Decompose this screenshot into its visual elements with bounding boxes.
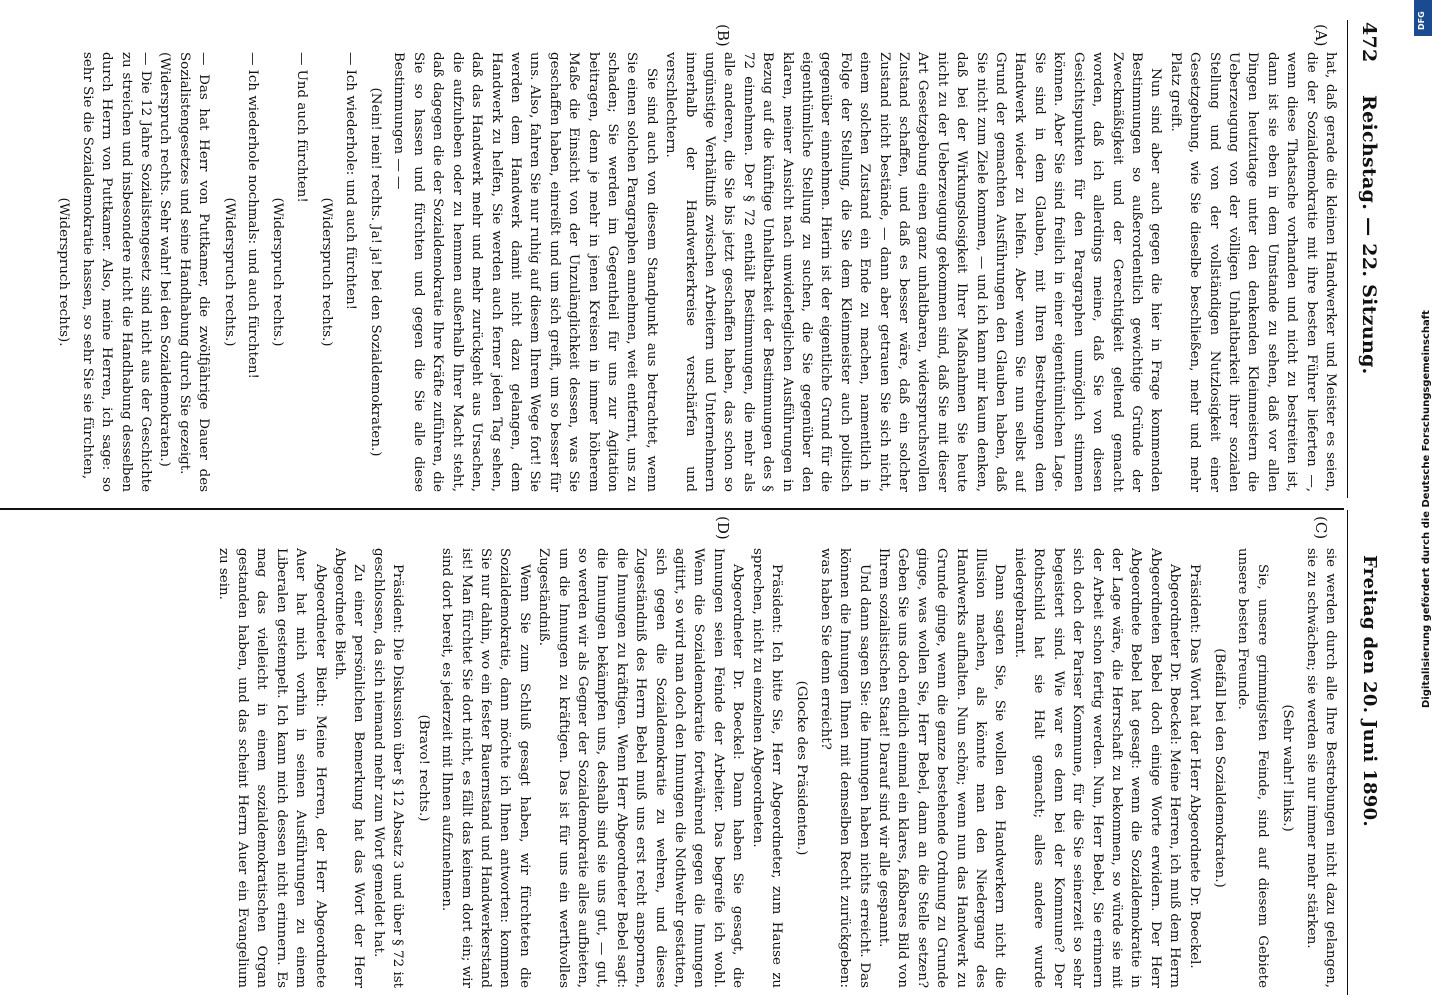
dfg-logo bbox=[1414, 0, 1432, 36]
president-speech: Präsident: Das Wort hat der Herr Abgeordnete Dr. Boeckel. bbox=[1186, 564, 1202, 969]
interjection: (Sehr wahr! links.) bbox=[1280, 704, 1296, 832]
paragraph: Und dann sagen Sie: die Innungen haben nichts erreicht. Das können die Innungen Ihnen mit demselben Recht zurückgeben: was haben Sie denn erreicht? bbox=[817, 548, 872, 988]
speech-line: — Das hat Herr von Puttkamer, die zwölfjährige Dauer des Sozialistengesetzes und seine Handhabung durch Sie gezeigt. bbox=[176, 52, 212, 492]
session-header: Reichstag. — 22. Sitzung. bbox=[1358, 95, 1380, 375]
funding-note: Digitalisierung gefördert durch die Deutsche Forschungsgemeinschaft bbox=[1421, 310, 1432, 708]
margin-letter-a: (A) bbox=[1312, 24, 1330, 47]
paragraph: Dann sagten Sie, Sie wollen den Handwerkern nicht die Illusion machen, als könnte man den Niedergang des Handwerks aufhalten. Nun schön; wenn nun das Handwerk zu Grunde ginge, wenn die ganze bestehende Ordnung zu Grunde ginge, was wollen Sie, Herr Bebel, dann an die Stelle setzen? Geben Sie uns doch endlich einmal ein klares, faßbares Bild von Ihrem sozialistischen Staat! Darauf sind wir alle gespannt. bbox=[876, 548, 1008, 988]
margin-letter-d: (D) bbox=[714, 516, 732, 540]
column-divider bbox=[0, 508, 1344, 510]
paragraph: Zu einer persönlichen Bemerkung hat das Wort der Herr Abgeordnete Bieth. bbox=[332, 548, 367, 988]
interjection: (Widerspruch rechts). bbox=[56, 197, 72, 347]
interjection: (Beifall bei den Sozialdemokraten.) bbox=[1211, 648, 1227, 888]
president-speech: Präsident: Ich bitte Sie, Herr Abgeordneter, zum Hause zu sprechen, nicht zu einzelnen Abgeordneten. bbox=[749, 548, 785, 988]
date-header: Freitag den 20. Juni 1890. bbox=[1359, 555, 1380, 827]
speech-line: — Die 12 Jahre Sozialistengesetz sind nicht aus der Geschichte zu streichen und insbesondere nicht die Handhabung desselben durch Herrn von Puttkamer. Also, meine Herren, ich sage: so sehr Sie die Sozialdemokratie hassen, so sehr Sie sie fürchten, bbox=[79, 52, 154, 492]
page-number: 472 bbox=[1358, 22, 1380, 63]
interjection: (Widerspruch rechts.) bbox=[270, 197, 286, 347]
left-column bbox=[0, 52, 1340, 492]
paragraph: sie werden durch alle Ihre Bestrebungen nicht dazu gelangen, sie zu schwächen; sie werden sie nur immer mehr stärken. bbox=[1303, 548, 1338, 988]
interjection: (Widerspruch rechts.) bbox=[221, 197, 237, 347]
speech-line: — Und auch fürchten! bbox=[293, 52, 309, 203]
interjection: (Widerspruch rechts.) bbox=[319, 197, 335, 347]
header-rule-left bbox=[1347, 20, 1348, 498]
margin-letter-b: (B) bbox=[714, 24, 732, 47]
paragraph: Abgeordneter Dr. Boeckel: Meine Herren, ich muß dem Herrn Abgeordneten Bebel doch einige Worte erwidern. Der Herr Abgeordnete Bebel hat gesagt: wenn die Sozialdemokratie in der Lage wäre, die Herrschaft zu bekommen, so würde sie mit der Arbeit schon fertig werden. Nun, Herr Bebel, Sie erinnern sich doch der Pariser Kommune, für die Sie seinerzeit so sehr begeistert sind. Wie war es denn bei der Kommune? Der Rothschild hat sie Halt gemacht; alles andere wurde niedergebrannt. bbox=[1011, 548, 1183, 988]
interjection: (Widerspruch rechts. Sehr wahr! bei den Sozialdemokraten.) bbox=[157, 52, 173, 467]
paragraph: Nun sind aber auch gegen die hier in Frage kommenden Bestimmungen so außerordentlich gewichtige Gründe der Zweckmäßigkeit und der Gerechtigkeit geltend gemacht worden, daß ich allerdings meine, daß Sie von diesen Gesichtspunkten für den Paragraphen unmöglich stimmen können. Aber Sie sind freilich in einer eigenthümlichen Lage. Sie sind in dem Glauben, mit Ihren Bestrebungen dem Handwerk wieder zu helfen. Aber wenn Sie nun selbst auf Grund der gemachten Ausführungen den Glauben haben, daß Sie nicht zum Ziele kommen, — und ich kann mir kaum denken, daß bei der Wirkungslosigkeit Ihrer Maßnahmen Sie heute nicht zu der Ueberzeugung gekommen sind, daß Sie mit dieser Art Gesetzgebung einen ganz unhaltbaren, widerspruchsvollen Zustand schaffen, und daß es besser wäre, daß ein solcher Zustand nicht bestände, — dann aber getrauen Sie sich nicht, einem solchen Zustand ein Ende zu machen, namentlich in Folge der Stellung, die Sie dem Kleinmeister auch politisch gegenüber einnehmen. Hierin ist der eigentliche Grund für die eigenthümliche Stellung zu suchen, die Sie gegenüber den klaren, meiner Ansicht nach unwiderleglichen Ausführungen in Bezug auf die künftige Unhaltbarkeit der Bestimmungen des § 72 einnehmen. Der § 72 enthält Bestimmungen, die mehr als alle anderen, die Sie bis jetzt geschaffen haben, das schon so ungünstige Verhältniß zwischen Arbeitern und Unternehmern innerhalb der Handwerkerkreise verschärfen und verschlechtern. bbox=[663, 52, 1164, 492]
paragraph: Sie sind auch von diesem Standpunkt aus betrachtet, wenn Sie einen solchen Paragraphen annehmen, weit entfernt, uns zu schaden; Sie werden im Gegentheil für uns zur Agitation beitragen, denn je mehr in jenen Kreisen in immer höherem Maße die Einsicht von der Unzulänglichkeit dessen, was Sie geschaffen haben, einreißt und um sich greift, um so besser für uns. Also, fahren Sie nur ruhig auf diesem Ihrem Wege fort! Sie werden dem Handwerk damit nicht dazu gelangen, dem Handwerk zu helfen, Sie werden auch ferner jeden Tag sehen, daß das Handwerk mehr und mehr zurückgeht aus Ursachen, die aufzuheben oder zu hemmen außerhalb Ihrer Macht steht, daß dagegen die der Sozialdemokratie Ihre Kräfte zuführen, die Sie so hassen und fürchten und gegen die Sie alle diese Bestimmungen — — bbox=[391, 52, 659, 492]
margin-letter-c: (C) bbox=[1312, 516, 1330, 540]
president-speech: Präsident: Die Diskussion über § 12 Absatz 3 und über § 72 ist geschlossen, da sich niemand mehr zum Wort gemeldet hat. bbox=[370, 548, 406, 988]
paragraph: Abgeordneter Dr. Boeckel: Dann haben Sie gesagt, die Innungen seien Feinde der Arbeiter. Das begreife ich wohl. Wenn die Sozialdemokratie fortwährend gegen die Innungen agitirt, so wird man doch den Innungen die Nothwehr gestatten, sich gegen die Sozialdemokratie zu wehren, und dieses Zugeständniß des Herrn Bebel muß uns erst recht anspornen, die Innungen zu kräftigen. Wenn Herr Abgeordneter Bebel sagt: die Innungen bekämpfen uns, deshalb sind sie uns gut, — gut, so werden wir als Gegner der Sozialdemokratie alles aufbieten, um die Innungen zu kräftigen. Das ist für uns ein werthvolles Zugeständniß. bbox=[536, 548, 746, 988]
paragraph: Sie, unsere grimmigsten Feinde, sind auf diesem Gebiete unsere besten Freunde. bbox=[1235, 548, 1270, 988]
interjection: (Nein! nein! rechts. Ja! ja! bei den Sozialdemokraten.) bbox=[368, 87, 384, 457]
speech-line: — Ich wiederhole nochmals: und auch fürchten! bbox=[245, 52, 261, 379]
paragraph: hat, daß gerade die kleinen Handwerker und Meister es seien, die der Sozialdemokratie mit ihre besten Führer lieferten —, wenn diese Thatsache vorhanden und nicht zu bestreiten ist, dann ist sie eben in dem Umstande zu sehen, daß vor allen Dingen heutzutage unter den denkenden Kleinmeistern die Ueberzeugung von der völligen Unhaltbarkeit ihrer sozialen Stellung und von der vollständigen Nutzlosigkeit einer Gesetzgebung, wie Sie dieselbe beschließen, mehr und mehr Platz greift. bbox=[1167, 52, 1338, 492]
dfg-logo-text: DFG bbox=[1417, 11, 1426, 30]
speech-line: — Ich wiederhole: und auch fürchten! bbox=[342, 52, 358, 311]
paragraph: Wenn Sie zum Schluß gesagt haben, wir fürchteten die Sozialdemokratie, dann möchte ich Ihnen antworten: kommen Sie nur dahin, wo ein fester Bauernstand und Handwerkerstand ist! Man fürchtet Sie dort nicht, es fällt das keinem dort ein; wir sind dort bereit, es jederzeit mit Ihnen aufzunehmen. bbox=[439, 548, 532, 988]
right-column bbox=[0, 548, 1340, 988]
interjection: (Glocke des Präsidenten.) bbox=[794, 680, 810, 856]
header-rule-right bbox=[1347, 510, 1348, 995]
paragraph: Abgeordneter Bieth: Meine Herren, der Herr Abgeordnete Auer hat mich vorhin in seinen Ausführungen zu einem Liberalen gestempelt. Ich kann mich dessen nicht erinnern. Es mag das vielleicht in einem sozialdemokratischen Organ gestanden haben, und das scheint Herrn Auer ein Evangelium zu sein. bbox=[215, 548, 328, 988]
interjection: (Bravo! rechts.) bbox=[415, 714, 431, 822]
